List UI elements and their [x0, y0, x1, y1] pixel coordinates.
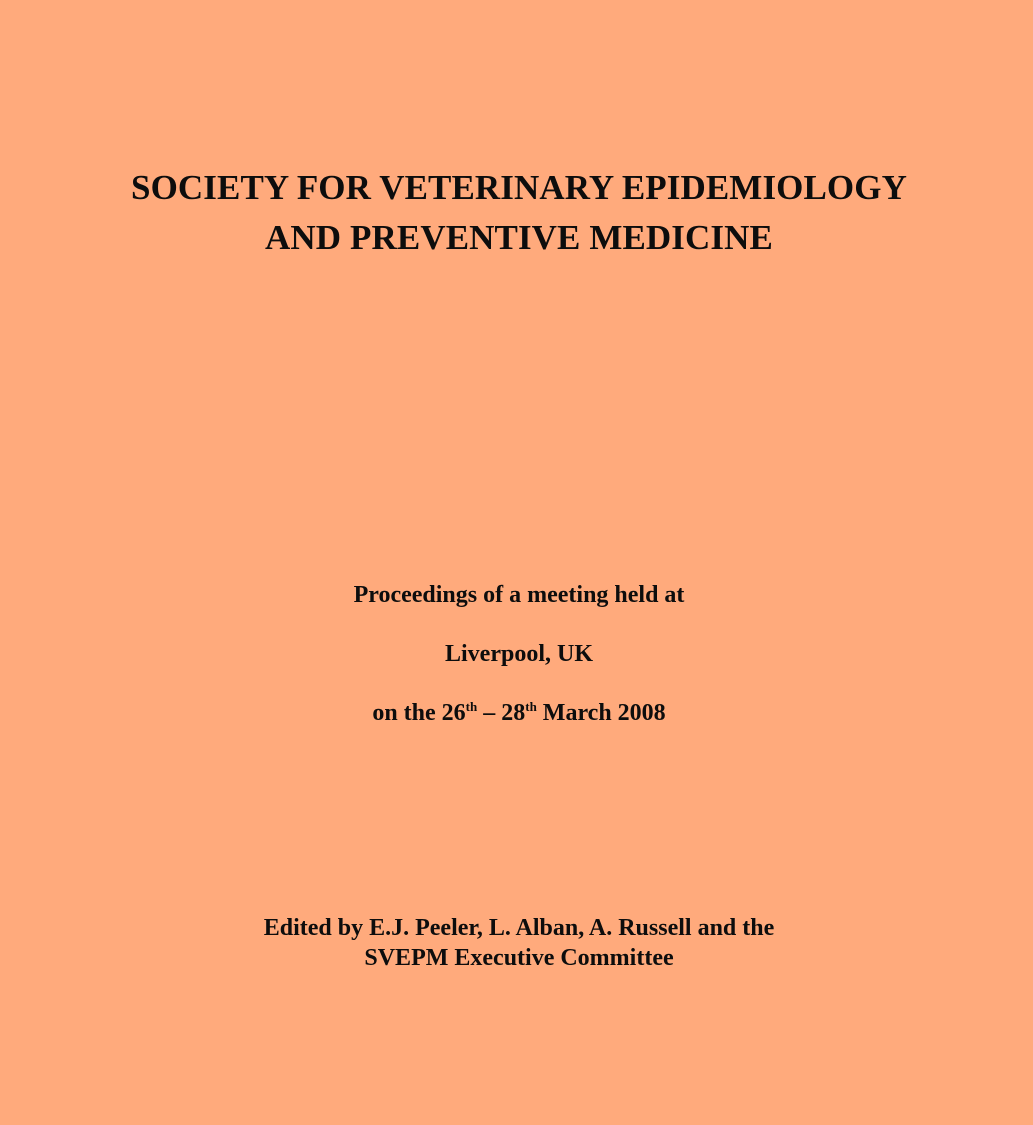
dates-start-suffix: th — [465, 699, 478, 714]
dates-middle: – 28 — [477, 700, 526, 726]
dates-end-suffix: th — [525, 699, 537, 714]
editors-line-2: SVEPM Executive Committee — [364, 945, 674, 971]
dates-month-year: March 2008 — [536, 700, 666, 726]
society-title-line-2: AND PREVENTIVE MEDICINE — [265, 218, 773, 257]
society-title — [0, 163, 1033, 263]
dates-prefix: on the 26 — [372, 700, 466, 726]
editors-credit — [0, 913, 1033, 973]
editors-line-1: Edited by E.J. Peeler, L. Alban, A. Russell and the — [263, 915, 775, 941]
society-title-line-1: SOCIETY FOR VETERINARY EPIDEMIOLOGY — [131, 168, 907, 207]
meeting-dates — [0, 699, 1033, 727]
proceedings-line: Proceedings of a meeting held at — [353, 582, 685, 608]
meeting-location: Liverpool, UK — [445, 641, 593, 667]
